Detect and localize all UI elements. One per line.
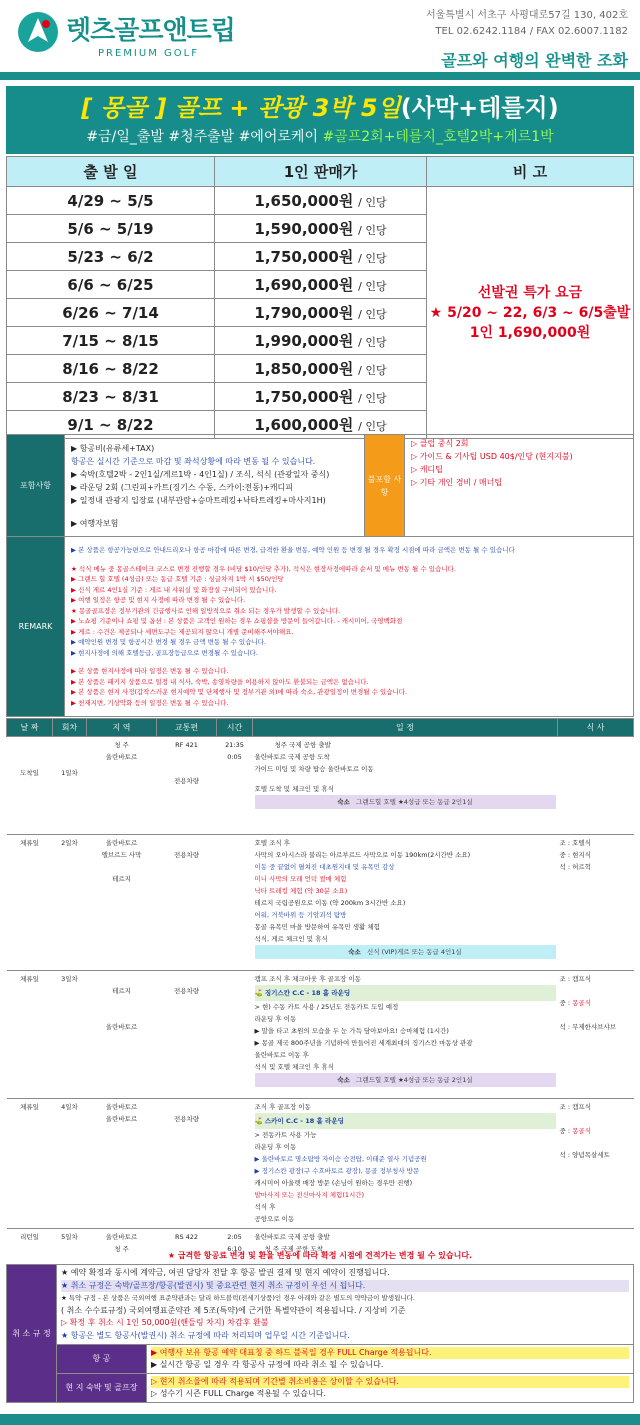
hashtags-white: #금/일_출발 #청주출발 #에어로케이 [86,129,318,145]
plan-line: 몽골 유목민 마을 방문하여 유목민 생활 체험 [254,923,380,931]
plan-line: ▶ 울란바토르 명소탐방 자이승 승전탑, 이태준 열사 기념공원 [254,1155,427,1163]
include-item: ▶ 숙박(호텔2박 - 2인1실/게르1박 - 4인1실) / 조식, 석식 (관광일자 중식) [71,469,330,479]
day-region: 테르지 울란바토르 [87,971,157,1099]
exclusions-label: 불포함 사 항 [365,435,405,537]
plan-line: 울란바토르 이동 후 [254,1051,309,1059]
price-value: 1,850,000원 [254,360,354,378]
remark-line: ★ 석식 메뉴 중 몽골스테이크 코스로 변경 진행할 경우 (비당 $10/인당 추가), 석식은 현장사정에따라 순서 및 메뉴 변동 될 수 있습니다. [71,564,456,573]
itinerary-table [6,718,634,1265]
plan-line: 울란바토르 국제 공항 출발 [254,1233,330,1241]
day-time: 21:35 0:05 [217,737,253,835]
air-rules [147,1345,634,1374]
vehicle: 전용차량 [157,971,217,1099]
local-line: ▷ 현지 취소율에 따라 적용되며 기간별 취소비용은 상이할 수 있습니다. [151,1376,629,1388]
air-label: 항 공 [57,1345,147,1374]
itinerary-day-1 [7,737,634,835]
stay-hotel: 그랜드힐 호텔 ★4성급 또는 동급 2인1실 [356,1076,473,1084]
price-unit: / 인당 [358,196,387,209]
golf-round: ⛳ 징기스칸 C.C - 18 홀 라운딩 [255,985,556,1001]
price-cell [215,383,427,411]
brand-name: 렛츠골프앤트립 [66,16,235,46]
departure-date: 9/1 ~ 8/22 [7,411,215,439]
title-paren: (사막+테를지) [400,94,559,122]
include-item: ▶ 라운딩 2회 (그린피+카트(징기스 수동, 스카이:전동)+캐디피 [71,482,293,492]
stay-hotel: 신식 (VIP)게르 또는 동급 4인1실 [367,948,462,956]
remark-line: ▶ 노쇼핑 기준이나 쇼핑 및 옵션 : 본 상품은 고객인 원하는 경우 쇼핑샵을 방문이 들어갑니다. - 캐시미어, 국영백화점 [71,617,403,625]
footer-band [0,1414,640,1425]
exclude-item: ▷ 기타 개인 경비 / 매너팁 [411,478,503,487]
special-fare-note [427,187,634,439]
plan-line: 낙타 트레킹 체험 (약 30분 소요) [254,887,348,895]
price-unit: / 인당 [358,224,387,237]
price-value: 1,650,000원 [254,192,354,210]
col-itinerary: 일 정 [253,719,558,737]
day-meals: 조 : 호텔식 중 : 현지식 석 : 허르헉 [558,835,634,971]
day-number: 3일차 [53,971,87,1099]
stay-hotel: 그랜드힐 호텔 ★4성급 또는 동급 2인1실 [356,798,473,806]
col-time: 시간 [217,719,253,737]
remark-line: ▶ 예약인원 변경 및 항공시간 변경 될 경우 금액 변동 될 수 있습니다. [71,638,267,646]
day-time [217,1099,253,1229]
plan-line: 조식 후 골프장 이동 [254,1103,311,1111]
exclude-item: ▷ 캐디팁 [411,465,443,474]
plan-line: 석식 및 호텔 체크인 후 휴식 [254,1063,334,1071]
price-unit: / 인당 [358,308,387,321]
stay-bar [255,945,556,959]
day-plan [253,835,558,971]
itinerary-day-2 [7,835,634,971]
header-band [0,72,640,80]
golf-course: 스카이 C.C - 18 홀 라운딩 [264,1117,344,1125]
price-unit: / 인당 [358,392,387,405]
inclusions-label: 포함사항 [7,435,65,537]
tour-hashtags [6,126,634,148]
day-region: 울란바토르 청 주 [87,1229,157,1265]
remark-line: ▶ 그랜드 힐 호텔 (4성급) 또는 동급 호텔 기준 : 싱글차지 1박 시 $50/인당 [71,575,284,583]
day-time [217,835,253,971]
price-cell [215,299,427,327]
plan-line: 라운딩 후 이동 [254,1143,297,1151]
price-unit: / 인당 [358,280,387,293]
phone-fax: TEL 02.6242.1184 / FAX 02.6007.1182 [435,26,628,37]
day-region: 울란바토르 엘브르드 사막 테르지 [87,835,157,971]
brand-subtitle: PREMIUM GOLF [98,48,199,59]
day-number: 1일차 [53,737,87,835]
local-line: ▷ 성수기 시즌 FULL Charge 적용될 수 있습니다. [151,1389,327,1398]
day-meals [558,737,634,835]
include-item: ▶ 여행자보험 [71,518,119,528]
title-prefix: [ 몽골 ] [81,94,167,122]
slogan: 골프와 여행의 완벽한 조화 [441,51,628,70]
stay-label: 숙소 [337,1076,350,1084]
golf-course: 징기스칸 C.C - 18 홀 라운딩 [264,989,351,997]
departure-date: 8/16 ~ 8/22 [7,355,215,383]
plan-line: 청주 국제 공항 출발 [274,741,331,749]
remark-line: ▶ 현지사정에 의해 호텔등급, 골프장등급으로 변경될 수 있습니다. [71,648,258,657]
local-label: 현 지 숙박 및 골프장 [57,1374,147,1403]
plan-line: 울란바토르 국제 공항 도착 [254,753,330,761]
remark-line: ▶ 본 상품은 현지 사정(갑작스러운 현지예약 및 단체행사 및 정부기관 외)에 따라 숙소, 관광일정이 변경될 수 있습니다. [71,688,408,696]
departure-date: 7/15 ~ 8/15 [7,327,215,355]
price-cell [215,355,427,383]
plan-line: 라운딩 후 이동 [254,1015,297,1023]
day-meals: 조 : 캠프식 중 : 몽골식 석 : 무제한샤브샤브 [558,971,634,1099]
day-type: 도착일 [7,737,53,835]
col-region: 지 역 [87,719,157,737]
col-meals: 식 사 [558,719,634,737]
departure-date: 5/6 ~ 5/19 [7,215,215,243]
flight-number: RS 422 [157,1229,217,1265]
plan-line: 청 주 국제 공항 도착 [264,1245,323,1253]
day-time [217,971,253,1099]
remark-line: ▶ 게르 : 수건은 제공되나 세면도구는 제공되지 않으니 개별 준비해주셔야해요. [71,627,294,636]
price-unit: / 인당 [358,420,387,433]
cancel-rules [57,1265,634,1345]
day-type: 체류일 [7,1099,53,1229]
inclusions-table [6,434,634,717]
price-value: 1,990,000원 [254,332,354,350]
price-row [7,187,634,215]
remark-line: ▶ 본 상품은 패키지 상품으로 일정 내 식사, 숙박, 송영차량을 이용하지 않아도 환불되는 금액은 없습니다. [71,677,369,686]
stay-bar [255,1073,556,1087]
plan-line: 가이드 미팅 및 차량 탑승 울란바토르 이동 [254,765,374,773]
tour-title-box [6,86,634,154]
price-value: 1,600,000원 [254,416,354,434]
cancel-line: ( 취소 수수료규정) 국외여행표준약관 제 5조(특약)에 근거한 특별약관이 적용됩니다. / 지상비 기준 [61,1305,406,1315]
price-unit: / 인당 [358,252,387,265]
stay-label: 숙소 [348,948,361,956]
header [0,0,640,80]
remark-line: ▶ 본 상품은 항공가능편으로 안내드리오나 항공 마감에 따른 변경, 급격한 환율 변동, 예약 인원 등 변경 될 경우 확정 시점에 따라 금액은 변동 될 수 있습니다 [71,546,515,554]
vehicle: 전용차량 [157,1099,217,1229]
plan-line: 호텔 조식 후 [254,839,291,847]
stay-bar [255,795,556,809]
col-date: 날 짜 [7,719,53,737]
price-unit: / 인당 [358,364,387,377]
day-meals: 조 : 캠프식 중 : 몽골식 석 : 양념목살세트 [558,1099,634,1229]
itinerary-day-4 [7,1099,634,1229]
remark-list [65,537,634,717]
plan-line: 캐시미어 아울렛 매장 방문 (손님이 원하는 경우만 진행) [254,1179,413,1187]
day-region: 울란바토르 울란바토르 [87,1099,157,1229]
remark-label: REMARK [7,537,65,717]
price-cell [215,187,427,215]
air-line: ▶ 실시간 항공 일 경우 각 항공사 규정에 따라 취소 될 수 있습니다. [151,1360,384,1369]
header-note: 비 고 [427,157,634,187]
departure-date: 5/23 ~ 6/2 [7,243,215,271]
price-cell [215,215,427,243]
vehicle: 전용차량 [173,777,200,785]
day-number: 5일차 [53,1229,87,1265]
plan-line: > 전동카트 사용 가능 [254,1131,317,1139]
remark-line: ▶ 여행 일정은 항공 및 현지 사정에 따라 변경 될 수 있습니다. [71,596,246,604]
plan-line: 테르지 국립공원으로 이동 (약 200km 3시간반 소요) [254,899,406,907]
price-table [6,156,634,439]
plan-line: 이동 중 끝없이 펼쳐진 대초원지대 및 유목민 감상 [254,863,395,871]
plan-line: 어워, 거북바위 등 기암괴석 탐방 [254,911,347,919]
note-line: ★ 5/20 ~ 22, 6/3 ~ 6/5출발 [429,304,631,321]
vehicle: 전용차량 [157,835,217,971]
plan-line: ▶ 몽골 제국 800주년을 기념하여 만들어진 세계최대의 징기스칸 마동상 관광 [254,1039,473,1047]
remark-line: ▶ 천재지변, 기상악화 등의 일정은 변동 될 수 있습니다. [71,698,229,707]
itinerary-day-3 [7,971,634,1099]
day-type: 리턴일 [7,1229,53,1265]
cancel-label: 취 소 규 정 [7,1265,57,1403]
air-line: ▶ 여행사 보유 항공 예약 대표칭 중 하드 블록일 경우 FULL Charge 적용됩니다. [151,1347,629,1359]
header-departure: 출 발 일 [7,157,215,187]
local-rules [147,1374,634,1403]
plan-line: 공항으로 이동 [254,1215,295,1223]
include-item: 항공은 실시간 기준으로 마감 및 좌석상황에 따라 변동 될 수 있습니다. [71,456,316,466]
price-cell [215,271,427,299]
plan-line: 호텔 도착 및 체크인 및 휴식 [254,785,334,793]
price-cell [215,327,427,355]
price-value: 1,590,000원 [254,220,354,238]
plan-line: ▶ 징기스칸 광장(구 수흐바토르 광장), 몽골 정부청사 방문 [254,1167,420,1175]
include-item: ▶ 일정내 관광지 입장료 (내부관람+승마트레킹+낙타트레킹+마사지1H) [71,495,326,505]
plan-line: ▶ 말을 타고 초원의 모습을 두 눈 가득 담아보아요! 승마체험 (1시간) [254,1027,449,1035]
day-type: 체류일 [7,835,53,971]
plan-line: 미니 사막의 모래 언덕 썰매 체험 [254,875,347,883]
price-value: 1,690,000원 [254,276,354,294]
col-transport: 교통편 [157,719,217,737]
price-change-warning: ★ 급격한 항공료 변경 및 환율 변동에 따라 확정 시점에 견적가는 변경 될 수 있습니다. [167,1251,473,1260]
cancel-line: ★ 취소 규정은 숙박/골프장/항공(발권시) 및 중요관련 현지 취소 규정이 우선 시 됩니다. [61,1280,629,1293]
remark-line: ▶ 신식 게르 4인1실 기준 : 게르 내 샤워실 및 화장실 구비되어 있습니다. [71,585,277,594]
price-cell [215,243,427,271]
departure-date: 8/23 ~ 8/31 [7,383,215,411]
plan-line: > 현) 수동 카트 사용 / 25년도 전동카트 도입 예정 [254,1003,399,1011]
plan-line: 캠프 조식 후 체크아웃 후 골프장 이동 [254,975,362,983]
day-plan [253,971,558,1099]
day-time: 2:05 6:10 [217,1229,253,1265]
plan-line: 사막의 오아시스라 불리는 아르부르드 사막으로 이동 190km(2시간반 소요) [254,851,471,859]
exclusions-list [405,435,634,537]
departure-date: 6/26 ~ 7/14 [7,299,215,327]
title-main: 골프 + 관광 3박 5일 [174,94,401,122]
stay-label: 숙소 [337,798,350,806]
golf-round: ⛳ 스카이 C.C - 18 홀 라운딩 [255,1113,556,1129]
day-transport [157,737,217,835]
cancel-line: ★ 예약 확정과 동시에 계약금, 여권 담당자 전달 후 항공 발권 결제 및 현지 예약이 진행됩니다. [61,1268,390,1277]
plan-line: 석식 후 [254,1203,276,1211]
price-value: 1,750,000원 [254,388,354,406]
exclude-item: ▷ 클럽 중식 2회 [411,439,469,448]
golf-logo-icon [18,12,58,52]
address: 서울특별시 서초구 사평대로57길 130, 402호 [425,10,628,21]
plan-line: 발마사지 또는 전신마사지 체험(1시간) [254,1191,365,1199]
departure-date: 4/29 ~ 5/5 [7,187,215,215]
price-unit: / 인당 [358,336,387,349]
remark-line: ▶ 본 상품 현지사정에 따라 일정은 변동 될 수 있습니다. [71,667,229,675]
exclude-item: ▷ 가이드 & 기사팁 USD 40$/인당 (현지지불) [411,452,573,461]
day-plan [253,1099,558,1229]
day-region: 청 주 울란바토르 [87,737,157,835]
inclusions-list [65,435,365,537]
col-day: 회차 [53,719,87,737]
price-value: 1,790,000원 [254,304,354,322]
plan-line: 석식, 게르 체크인 및 휴식 [254,935,328,943]
cancellation-table [6,1264,634,1403]
remark-line: ★ 몽골골프장은 정부기관의 긴급행사로 인해 일방적으로 취소 되는 경우가 발생할 수 있습니다. [71,606,341,615]
departure-date: 6/6 ~ 6/25 [7,271,215,299]
note-line: 1인 1,690,000원 [469,324,591,341]
cancel-line: ★ 특약 규정 - 본 상품은 국외여행 표준약관과는 달리 하드블럭(전세기상품)인 경우 아래와 같은 별도의 약약금이 발생됩니다. [61,1294,415,1302]
price-value: 1,750,000원 [254,248,354,266]
header-price: 1인 판매가 [215,157,427,187]
note-line: 선발권 특가 요금 [477,284,583,301]
day-number: 2일차 [53,835,87,971]
contact-info [426,8,628,40]
day-number: 4일차 [53,1099,87,1229]
day-plan [253,737,558,835]
flight-number: RF 421 [175,741,198,749]
tour-title [6,90,634,126]
day-type: 체류일 [7,971,53,1099]
hashtags-green: #골프2회+테를지_호텔2박+게르1박 [322,129,554,145]
cancel-line: ▷ 확정 후 취소 시 1인 50,000원(핸들링 차지) 차감후 환불 [61,1318,269,1327]
include-item: ▶ 항공비(유류세+TAX) [71,443,155,453]
cancel-line: ★ 항공은 별도 항공사(발권시) 취소 규정에 따라 처리되며 업무일 시간 기준입니다. [61,1330,350,1340]
